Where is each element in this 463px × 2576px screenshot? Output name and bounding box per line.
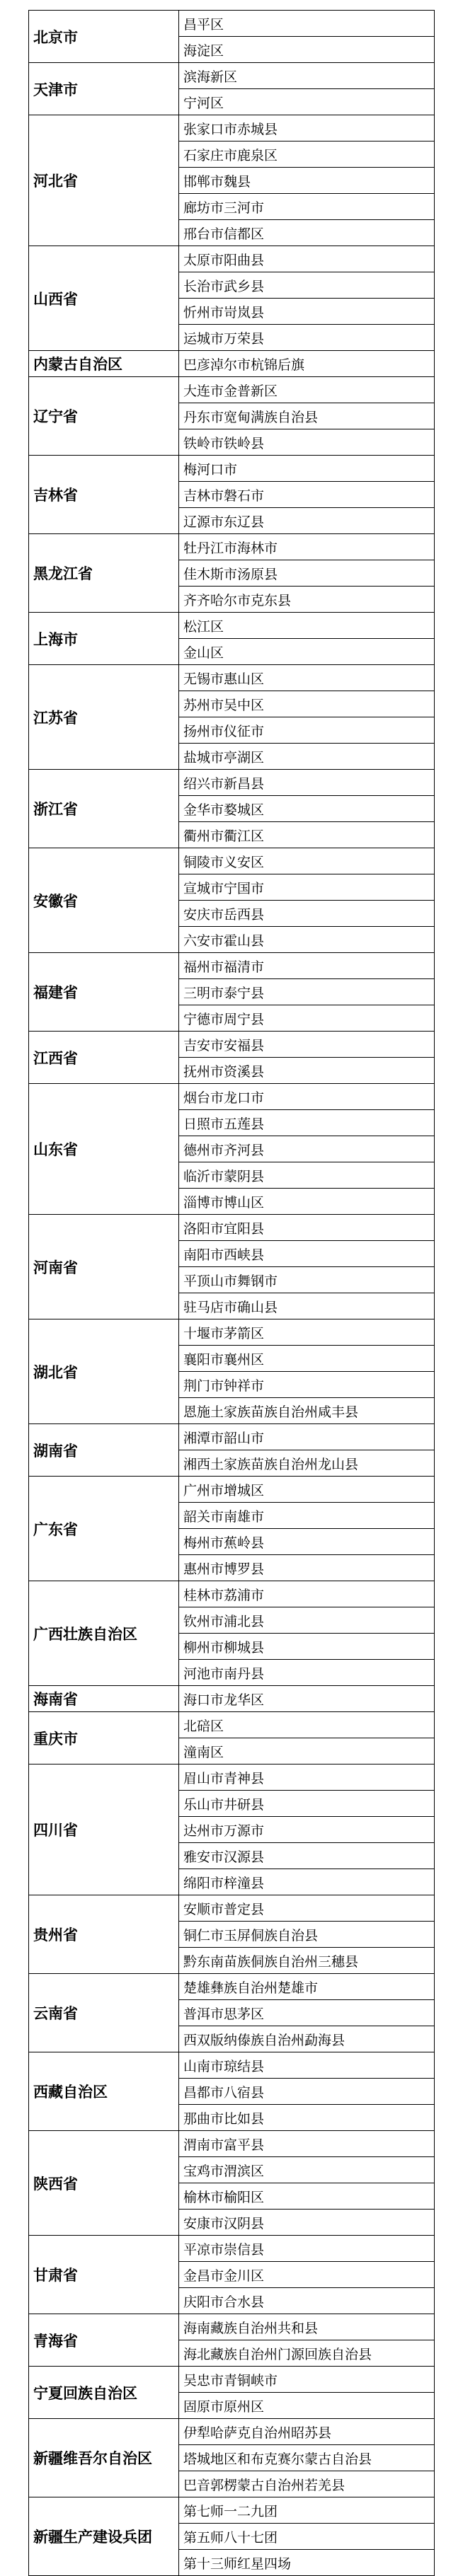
table-row: [29, 2314, 435, 2340]
table-row: [29, 11, 435, 37]
area-cell: 吉安市安福县: [179, 1032, 435, 1058]
area-cell: 长治市武乡县: [179, 272, 435, 299]
area-cell: 德州市齐河县: [179, 1136, 435, 1162]
area-cell: 柳州市柳城县: [179, 1634, 435, 1660]
area-cell: 普洱市思茅区: [179, 2000, 435, 2026]
province-cell: 天津市: [29, 63, 179, 115]
table-row: [29, 1032, 435, 1058]
province-cell: 广东省: [29, 1477, 179, 1581]
area-cell: 三明市泰宁县: [179, 979, 435, 1005]
table-row: [29, 1764, 435, 1791]
area-cell: 绵阳市梓潼县: [179, 1869, 435, 1895]
province-cell: 安徽省: [29, 848, 179, 953]
table-row: [29, 1084, 435, 1110]
table-row: [29, 1895, 435, 1922]
area-cell: 固原市原州区: [179, 2393, 435, 2419]
area-cell: 宁河区: [179, 89, 435, 115]
province-cell: 江西省: [29, 1032, 179, 1084]
area-cell: 第五师八十七团: [179, 2524, 435, 2550]
area-cell: 抚州市资溪县: [179, 1058, 435, 1084]
area-cell: 大连市金普新区: [179, 377, 435, 403]
area-cell: 绍兴市新昌县: [179, 770, 435, 796]
area-cell: 苏州市吴中区: [179, 691, 435, 717]
area-cell: 齐齐哈尔市克东县: [179, 587, 435, 613]
table-row: [29, 1319, 435, 1346]
area-cell: 淄博市博山区: [179, 1189, 435, 1215]
area-cell: 湘潭市韶山市: [179, 1424, 435, 1450]
area-cell: 邢台市信都区: [179, 220, 435, 246]
area-cell: 巴彦淖尔市杭锦后旗: [179, 351, 435, 377]
province-cell: 陕西省: [29, 2131, 179, 2236]
area-cell: 松江区: [179, 613, 435, 639]
area-cell: 黔东南苗族侗族自治州三穗县: [179, 1948, 435, 1974]
area-cell: 铜陵市义安区: [179, 848, 435, 874]
area-cell: 平凉市崇信县: [179, 2236, 435, 2262]
area-cell: 宝鸡市渭滨区: [179, 2157, 435, 2183]
table-row: [29, 456, 435, 482]
table-row: [29, 613, 435, 639]
area-cell: 梅州市蕉岭县: [179, 1529, 435, 1555]
area-cell: 雅安市汉源县: [179, 1843, 435, 1869]
table-row: [29, 246, 435, 272]
area-cell: 韶关市南雄市: [179, 1503, 435, 1529]
area-cell: 昌都市八宿县: [179, 2079, 435, 2105]
area-cell: 铁岭市铁岭县: [179, 429, 435, 456]
area-cell: 金山区: [179, 639, 435, 665]
area-cell: 那曲市比如县: [179, 2105, 435, 2131]
area-cell: 滨海新区: [179, 63, 435, 89]
area-cell: 日照市五莲县: [179, 1110, 435, 1136]
table-row: [29, 2236, 435, 2262]
area-cell: 廊坊市三河市: [179, 194, 435, 220]
area-cell: 邯郸市魏县: [179, 168, 435, 194]
area-cell: 海北藏族自治州门源回族自治县: [179, 2340, 435, 2367]
area-cell: 海淀区: [179, 37, 435, 63]
area-cell: 烟台市龙口市: [179, 1084, 435, 1110]
area-cell: 惠州市博罗县: [179, 1555, 435, 1581]
province-cell: 西藏自治区: [29, 2052, 179, 2131]
area-cell: 宁德市周宁县: [179, 1005, 435, 1032]
area-cell: 安庆市岳西县: [179, 901, 435, 927]
province-cell: 贵州省: [29, 1895, 179, 1974]
table-row: [29, 953, 435, 979]
province-cell: 新疆生产建设兵团: [29, 2497, 179, 2576]
area-cell: 丹东市宽甸满族自治县: [179, 403, 435, 429]
province-cell: 宁夏回族自治区: [29, 2367, 179, 2419]
province-cell: 山西省: [29, 246, 179, 351]
area-cell: 河池市南丹县: [179, 1660, 435, 1686]
area-cell: 盐城市亭湖区: [179, 744, 435, 770]
province-cell: 江苏省: [29, 665, 179, 770]
province-cell: 浙江省: [29, 770, 179, 848]
province-cell: 辽宁省: [29, 377, 179, 456]
table-row: [29, 63, 435, 89]
province-cell: 北京市: [29, 11, 179, 63]
area-cell: 平顶山市舞钢市: [179, 1267, 435, 1293]
regions-table: [28, 10, 435, 2576]
area-cell: 西双版纳傣族自治州勐海县: [179, 2026, 435, 2052]
area-cell: 潼南区: [179, 1738, 435, 1764]
area-cell: 福州市福清市: [179, 953, 435, 979]
area-cell: 六安市霍山县: [179, 927, 435, 953]
area-cell: 湘西土家族苗族自治州龙山县: [179, 1450, 435, 1477]
area-cell: 第七师一二九团: [179, 2497, 435, 2524]
area-cell: 临沂市蒙阴县: [179, 1162, 435, 1189]
table-row: [29, 2419, 435, 2445]
table-row: [29, 1477, 435, 1503]
table-row: [29, 2367, 435, 2393]
area-cell: 海口市龙华区: [179, 1686, 435, 1712]
province-cell: 新疆维吾尔自治区: [29, 2419, 179, 2497]
area-cell: 宣城市宁国市: [179, 874, 435, 901]
area-cell: 金昌市金川区: [179, 2262, 435, 2288]
province-cell: 河北省: [29, 115, 179, 246]
table-row: [29, 2497, 435, 2524]
province-cell: 内蒙古自治区: [29, 351, 179, 377]
area-cell: 达州市万源市: [179, 1817, 435, 1843]
table-row: [29, 377, 435, 403]
table-row: [29, 1712, 435, 1738]
province-cell: 海南省: [29, 1686, 179, 1712]
province-cell: 云南省: [29, 1974, 179, 2052]
province-cell: 甘肃省: [29, 2236, 179, 2314]
province-cell: 广西壮族自治区: [29, 1581, 179, 1686]
area-cell: 伊犁哈萨克自治州昭苏县: [179, 2419, 435, 2445]
area-cell: 安康市汉阴县: [179, 2210, 435, 2236]
province-cell: 上海市: [29, 613, 179, 665]
table-row: [29, 2131, 435, 2157]
area-cell: 牡丹江市海林市: [179, 534, 435, 560]
area-cell: 襄阳市襄州区: [179, 1346, 435, 1372]
table-row: [29, 848, 435, 874]
area-cell: 驻马店市确山县: [179, 1293, 435, 1319]
area-cell: 太原市阳曲县: [179, 246, 435, 272]
province-cell: 福建省: [29, 953, 179, 1032]
province-cell: 重庆市: [29, 1712, 179, 1764]
area-cell: 乐山市井研县: [179, 1791, 435, 1817]
table-row: [29, 351, 435, 377]
table-row: [29, 665, 435, 691]
area-cell: 荆门市钟祥市: [179, 1372, 435, 1398]
province-cell: 湖南省: [29, 1424, 179, 1477]
area-cell: 张家口市赤城县: [179, 115, 435, 141]
area-cell: 运城市万荣县: [179, 325, 435, 351]
area-cell: 辽源市东辽县: [179, 508, 435, 534]
table-row: [29, 1686, 435, 1712]
area-cell: 南阳市西峡县: [179, 1241, 435, 1267]
area-cell: 海南藏族自治州共和县: [179, 2314, 435, 2340]
regions-table-body: [29, 11, 435, 2576]
table-row: [29, 1424, 435, 1450]
area-cell: 北碚区: [179, 1712, 435, 1738]
province-cell: 河南省: [29, 1215, 179, 1319]
area-cell: 恩施土家族苗族自治州咸丰县: [179, 1398, 435, 1424]
area-cell: 佳木斯市汤原县: [179, 560, 435, 587]
area-cell: 塔城地区和布克赛尔蒙古自治县: [179, 2445, 435, 2471]
province-cell: 四川省: [29, 1764, 179, 1895]
area-cell: 巴音郭楞蒙古自治州若羌县: [179, 2471, 435, 2497]
table-row: [29, 1215, 435, 1241]
province-cell: 湖北省: [29, 1319, 179, 1424]
area-cell: 安顺市普定县: [179, 1895, 435, 1922]
area-cell: 山南市琼结县: [179, 2052, 435, 2079]
area-cell: 第十三师红星四场: [179, 2550, 435, 2576]
area-cell: 十堰市茅箭区: [179, 1319, 435, 1346]
area-cell: 广州市增城区: [179, 1477, 435, 1503]
area-cell: 钦州市浦北县: [179, 1607, 435, 1634]
table-row: [29, 1974, 435, 2000]
table-row: [29, 534, 435, 560]
area-cell: 衢州市衢江区: [179, 822, 435, 848]
area-cell: 吴忠市青铜峡市: [179, 2367, 435, 2393]
province-cell: 吉林省: [29, 456, 179, 534]
area-cell: 庆阳市合水县: [179, 2288, 435, 2314]
area-cell: 忻州市岢岚县: [179, 299, 435, 325]
table-row: [29, 115, 435, 141]
area-cell: 石家庄市鹿泉区: [179, 141, 435, 168]
area-cell: 桂林市荔浦市: [179, 1581, 435, 1607]
area-cell: 吉林市磐石市: [179, 482, 435, 508]
area-cell: 眉山市青神县: [179, 1764, 435, 1791]
province-cell: 山东省: [29, 1084, 179, 1215]
area-cell: 楚雄彝族自治州楚雄市: [179, 1974, 435, 2000]
area-cell: 渭南市富平县: [179, 2131, 435, 2157]
province-cell: 黑龙江省: [29, 534, 179, 613]
area-cell: 无锡市惠山区: [179, 665, 435, 691]
area-cell: 金华市婺城区: [179, 796, 435, 822]
area-cell: 梅河口市: [179, 456, 435, 482]
table-row: [29, 1581, 435, 1607]
area-cell: 榆林市榆阳区: [179, 2183, 435, 2210]
area-cell: 铜仁市玉屏侗族自治县: [179, 1922, 435, 1948]
province-cell: 青海省: [29, 2314, 179, 2367]
table-row: [29, 770, 435, 796]
area-cell: 昌平区: [179, 11, 435, 37]
area-cell: 扬州市仪征市: [179, 717, 435, 744]
table-row: [29, 2052, 435, 2079]
area-cell: 洛阳市宜阳县: [179, 1215, 435, 1241]
